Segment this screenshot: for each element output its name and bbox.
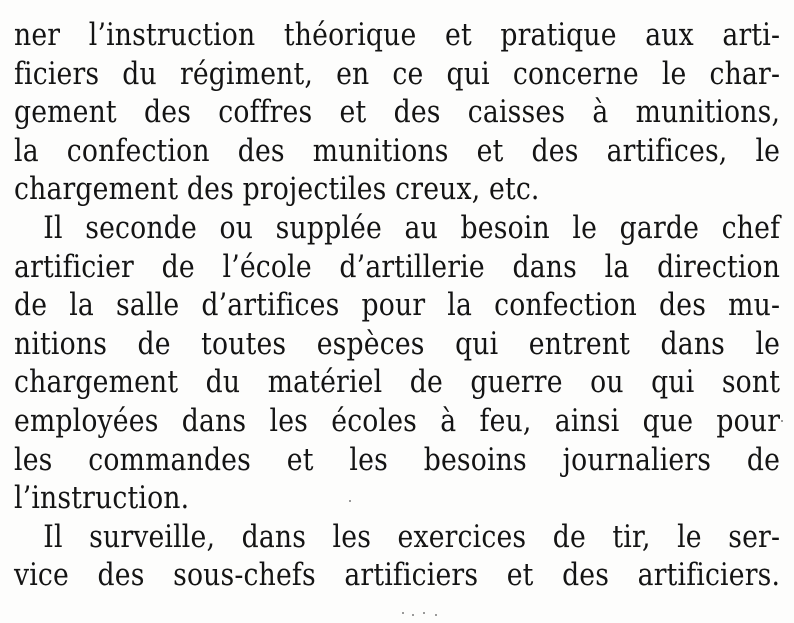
text-line: artificier de l’école d’artillerie dans la direction: [14, 248, 781, 285]
text-line: les commandes et les besoins journaliers de: [14, 441, 781, 478]
text-line: l’instruction.: [14, 480, 190, 517]
scan-speck: [435, 614, 437, 616]
text-line: nitions de toutes espèces qui entrent dans le: [14, 325, 781, 362]
body-text: [14, 16, 780, 595]
text-line: Il seconde ou supplée au besoin le garde chef: [43, 209, 781, 246]
text-line: chargement du matériel de guerre ou qui sont: [14, 364, 781, 401]
scan-speck: [412, 614, 414, 616]
text-line: employées dans les écoles à feu, ainsi que pour: [14, 402, 781, 439]
text-line: de la salle d’artifices pour la confection des mu-: [14, 287, 781, 324]
scan-speck: [423, 612, 425, 614]
text-line: vice des sous-chefs artificiers et des artificiers.: [14, 557, 781, 594]
text-line: ficiers du régiment, en ce qui concerne le char-: [14, 55, 781, 92]
text-line: la confection des munitions et des artifices, le: [14, 132, 781, 169]
scan-speck: [781, 420, 783, 422]
scan-speck: [402, 612, 404, 614]
text-line: ner l’instruction théorique et pratique aux arti-: [14, 17, 781, 53]
text-line: chargement des projectiles creux, etc.: [14, 171, 540, 208]
scan-speck: [349, 500, 351, 502]
text-line: gement des coffres et des caisses à munitions,: [14, 94, 781, 131]
text-line: Il surveille, dans les exercices de tir, le ser-: [43, 518, 781, 555]
